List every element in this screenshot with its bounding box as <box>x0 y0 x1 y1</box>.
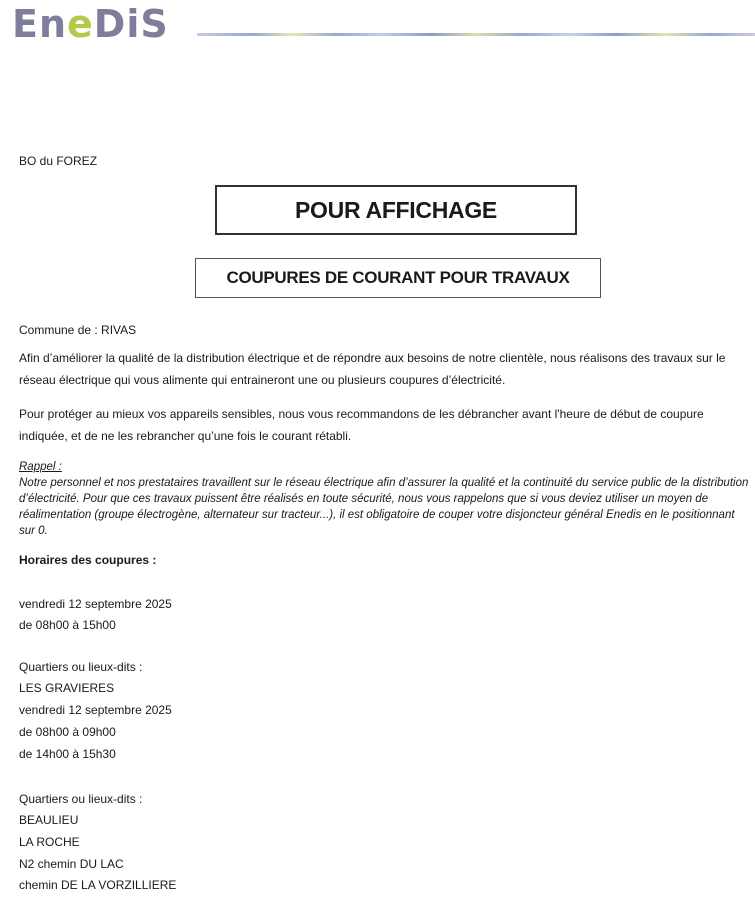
logo-text-end: DiS <box>93 2 169 46</box>
logo-text-highlight: e <box>67 2 94 46</box>
block2-place: LES GRAVIERES <box>19 681 115 695</box>
enedis-logo <box>12 2 169 46</box>
block2-label: Quartiers ou lieux-dits : <box>19 660 143 674</box>
commune-line: Commune de : RIVAS <box>19 323 137 337</box>
block3-place: N2 chemin DU LAC <box>19 857 124 871</box>
block2-date: vendredi 12 septembre 2025 <box>19 703 172 717</box>
block3-place: LA ROCHE <box>19 835 80 849</box>
rappel-block <box>19 459 749 539</box>
block1-time: de 08h00 à 15h00 <box>19 618 116 632</box>
title-box: POUR AFFICHAGE <box>215 185 577 235</box>
advice-paragraph: Pour protéger au mieux vos appareils sensibles, nous vous recommandons de les débrancher avant l'heure de début de coupure indiquée, et de ne les rebrancher qu’une fois le courant rétabli. <box>19 407 704 443</box>
header-rule <box>197 33 755 36</box>
block3-label: Quartiers ou lieux-dits : <box>19 792 143 806</box>
intro-paragraph: Afin d’améliorer la qualité de la distribution électrique et de répondre aux besoins de notre clientèle, nous réalisons des travaux sur le réseau électrique qui vous alimente qui entraineront une ou plusieurs coupures d’électricité. <box>19 351 726 387</box>
schedule-title: Horaires des coupures : <box>19 553 157 567</box>
office-name: BO du FOREZ <box>19 154 98 168</box>
rappel-text: Notre personnel et nos prestataires travaillent sur le réseau électrique afin d’assurer la qualité et la continuité du service public de la distribution d’électricité. Pour que ces travaux puissent être réalisés en toute sécurité, nous vous rappelons que si vous deviez utiliser un moyen de réalimentation (groupe électrogène, alternateur sur tracteur...), il est obligatoire de couper votre disjoncteur général Enedis en le positionnant sur 0. <box>19 477 749 537</box>
logo-text-start: En <box>12 2 68 46</box>
rappel-label: Rappel : <box>19 461 62 473</box>
block1-date: vendredi 12 septembre 2025 <box>19 597 172 611</box>
block2-time2: de 14h00 à 15h30 <box>19 747 116 761</box>
block3-place: chemin DE LA VORZILLIERE <box>19 878 177 892</box>
block3-place: BEAULIEU <box>19 813 79 827</box>
block2-time1: de 08h00 à 09h00 <box>19 725 116 739</box>
subtitle-box: COUPURES DE COURANT POUR TRAVAUX <box>195 258 601 298</box>
